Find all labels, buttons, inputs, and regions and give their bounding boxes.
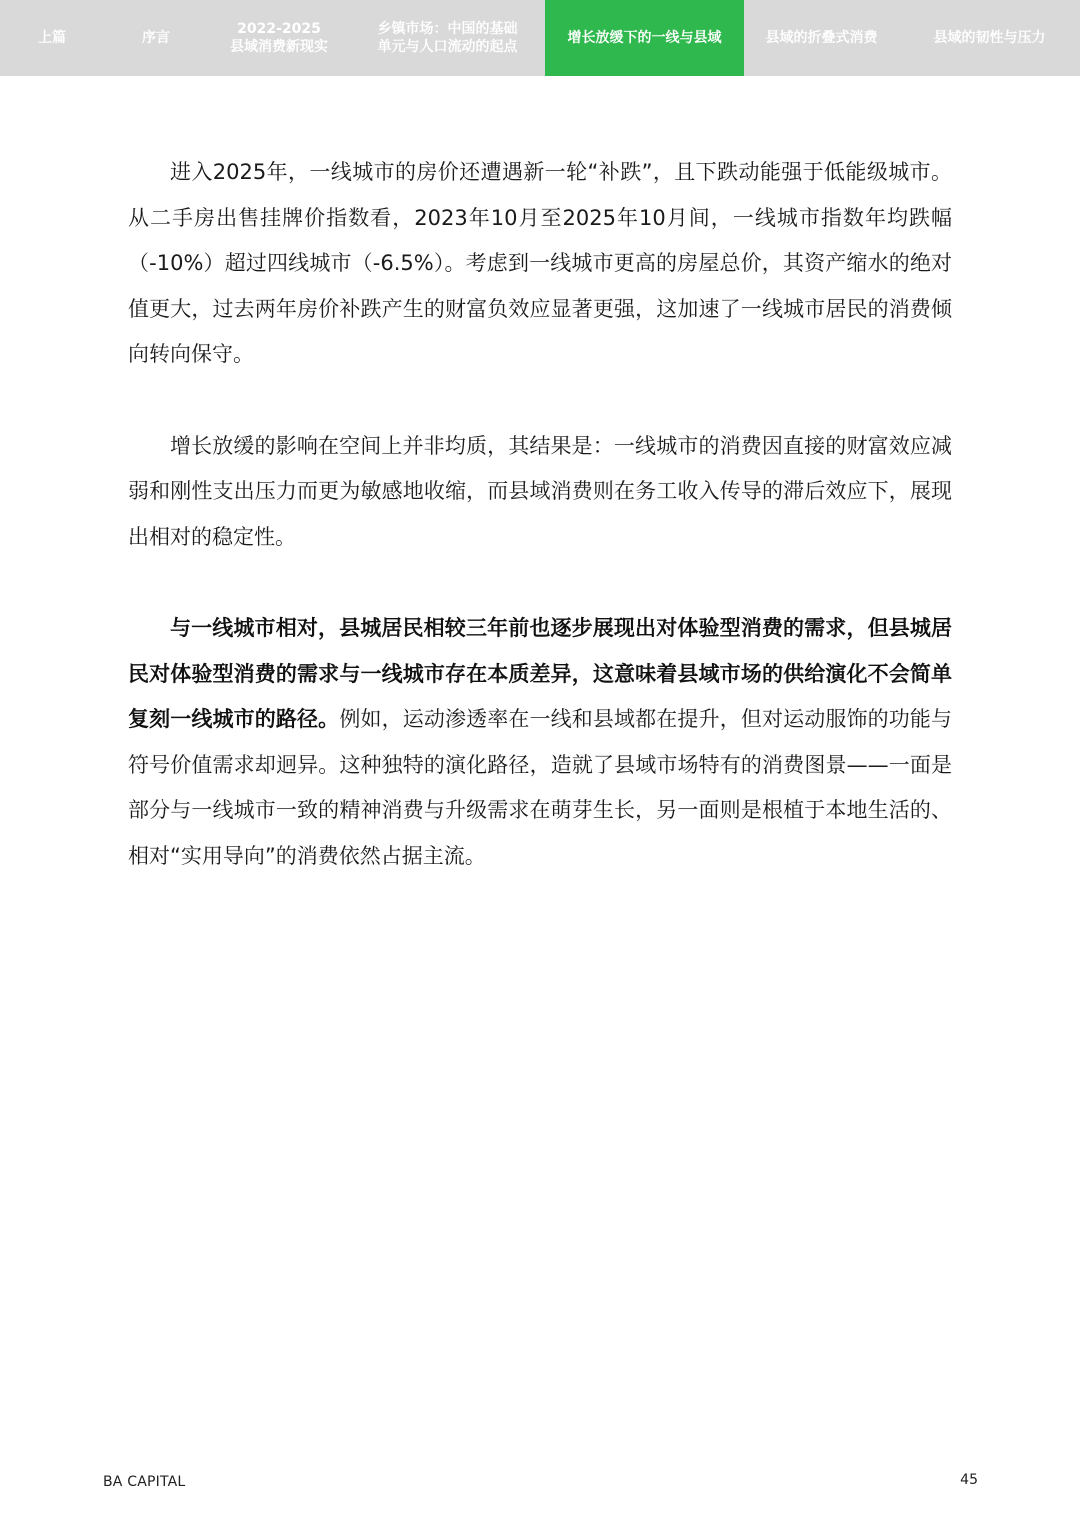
top-navigation-bar xyxy=(0,0,1080,76)
tab-slowdown-tier1-county[interactable]: 增长放缓下的一线与县域 xyxy=(545,0,744,76)
page-number: 45 xyxy=(960,1472,978,1488)
tab-resilience-pressure[interactable]: 县域的韧性与压力 xyxy=(933,30,1046,46)
paragraph-key-point: 与一线城市相对，县城居民相较三年前也逐步展现出对体验型消费的需求，但县城居民对体验型消费的需求与一线城市存在本质差异，这意味着县域市场的供给演化不会简单复刻一线城市的路径。 xyxy=(128,616,952,731)
tab-folded-consumption[interactable]: 县域的折叠式消费 xyxy=(765,30,878,46)
paragraph-experience-consumption xyxy=(128,606,952,879)
paragraph-example: 例如，运动渗透率在一线和县域都在提升，但对运动服饰的功能与符号价值需求却迥异。这种独特的演化路径，造就了县域市场特有的消费图景——一面是部分与一线城市一致的精神消费与升级需求在萌芽生长，另一面则是根植于本地生活的、相对“实用导向”的消费依然占据主流。 xyxy=(128,707,953,868)
tab-part-one[interactable]: 上篇 xyxy=(38,30,66,46)
paragraph-housing-prices: 进入2025年，一线城市的房价还遭遇新一轮“补跌”，且下跌动能强于低能级城市。从二手房出售挂牌价指数看，2023年10月至2025年10月间，一线城市指数年均跌幅（-10%）超过四线城市（-6.5%）。考虑到一线城市更高的房屋总价，其资产缩水的绝对值更大，过去两年房价补跌产生的财富负效应显著更强，这加速了一线城市居民的消费倾向转向保守。 xyxy=(128,160,952,366)
paragraph-spatial-impact: 增长放缓的影响在空间上并非均质，其结果是：一线城市的消费因直接的财富效应减弱和刚性支出压力而更为敏感地收缩，而县域消费则在务工收入传导的滞后效应下，展现出相对的稳定性。 xyxy=(128,433,952,549)
main-content xyxy=(128,150,952,925)
tab-county-consumption-reality[interactable]: 2022-2025 县域消费新现实 xyxy=(230,21,328,55)
footer-brand: BA CAPITAL xyxy=(103,1474,186,1490)
tab-township-market[interactable]: 乡镇市场：中国的基础 单元与人口流动的起点 xyxy=(377,21,518,55)
tab-preface[interactable]: 序言 xyxy=(142,30,170,46)
